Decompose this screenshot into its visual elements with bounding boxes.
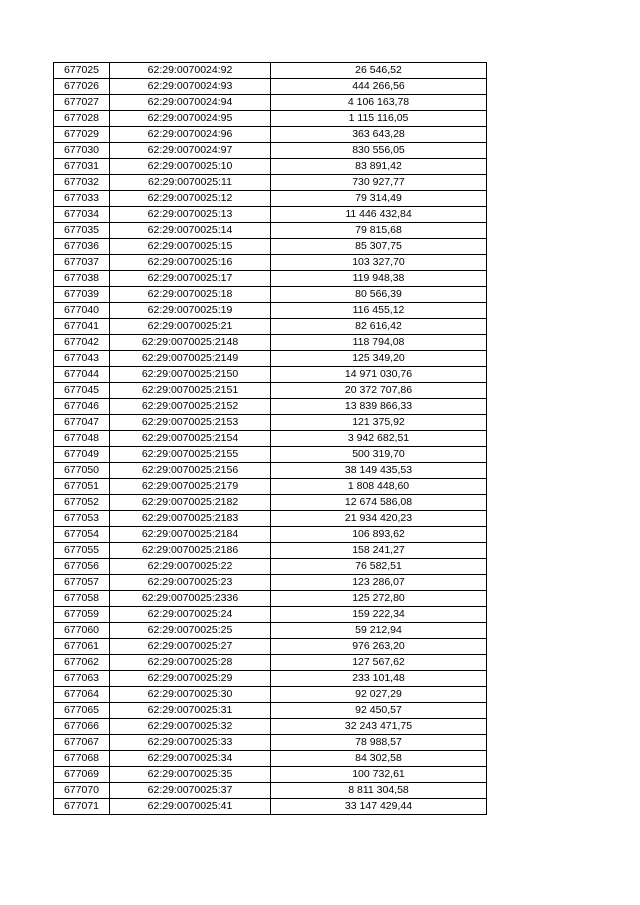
table-row: [54, 687, 487, 703]
cadastral-value-cell: 119 948,38: [271, 271, 487, 287]
cadastral-number-cell: 62:29:0070025:2184: [110, 527, 271, 543]
table-row: [54, 351, 487, 367]
row-id-cell: 677067: [54, 735, 110, 751]
table-row: [54, 799, 487, 815]
cadastral-value-cell: 76 582,51: [271, 559, 487, 575]
cadastral-value-cell: 444 266,56: [271, 79, 487, 95]
table-row: [54, 703, 487, 719]
cadastral-value-cell: 92 027,29: [271, 687, 487, 703]
table-row: [54, 63, 487, 79]
cadastral-number-cell: 62:29:0070025:33: [110, 735, 271, 751]
cadastral-number-cell: 62:29:0070025:2179: [110, 479, 271, 495]
cadastral-value-cell: 159 222,34: [271, 607, 487, 623]
row-id-cell: 677029: [54, 127, 110, 143]
cadastral-number-cell: 62:29:0070025:37: [110, 783, 271, 799]
cadastral-number-cell: 62:29:0070025:2182: [110, 495, 271, 511]
table-row: [54, 159, 487, 175]
cadastral-number-cell: 62:29:0070025:11: [110, 175, 271, 191]
cadastral-value-cell: 32 243 471,75: [271, 719, 487, 735]
cadastral-number-cell: 62:29:0070025:13: [110, 207, 271, 223]
row-id-cell: 677040: [54, 303, 110, 319]
cadastral-number-cell: 62:29:0070025:2149: [110, 351, 271, 367]
table-row: [54, 447, 487, 463]
cadastral-number-cell: 62:29:0070025:25: [110, 623, 271, 639]
row-id-cell: 677027: [54, 95, 110, 111]
table-row: [54, 607, 487, 623]
cadastral-value-cell: 121 375,92: [271, 415, 487, 431]
cadastral-value-cell: 830 556,05: [271, 143, 487, 159]
table-row: [54, 79, 487, 95]
table-row: [54, 191, 487, 207]
cadastral-number-cell: 62:29:0070024:97: [110, 143, 271, 159]
cadastral-number-cell: 62:29:0070025:18: [110, 287, 271, 303]
row-id-cell: 677045: [54, 383, 110, 399]
table-row: [54, 719, 487, 735]
cadastral-number-cell: 62:29:0070025:2336: [110, 591, 271, 607]
row-id-cell: 677049: [54, 447, 110, 463]
table-row: [54, 255, 487, 271]
table-row: [54, 767, 487, 783]
cadastral-value-cell: 82 616,42: [271, 319, 487, 335]
cadastral-value-cell: 127 567,62: [271, 655, 487, 671]
table-row: [54, 559, 487, 575]
row-id-cell: 677037: [54, 255, 110, 271]
cadastral-value-cell: 8 811 304,58: [271, 783, 487, 799]
table-row: [54, 655, 487, 671]
cadastral-value-cell: 79 314,49: [271, 191, 487, 207]
cadastral-value-cell: 730 927,77: [271, 175, 487, 191]
cadastral-number-cell: 62:29:0070025:24: [110, 607, 271, 623]
row-id-cell: 677068: [54, 751, 110, 767]
cadastral-value-cell: 233 101,48: [271, 671, 487, 687]
table-row: [54, 127, 487, 143]
cadastral-number-cell: 62:29:0070025:2155: [110, 447, 271, 463]
cadastral-value-cell: 11 446 432,84: [271, 207, 487, 223]
cadastral-value-cell: 363 643,28: [271, 127, 487, 143]
table-row: [54, 511, 487, 527]
cadastral-number-cell: 62:29:0070024:93: [110, 79, 271, 95]
cadastral-number-cell: 62:29:0070025:27: [110, 639, 271, 655]
table-row: [54, 287, 487, 303]
row-id-cell: 677030: [54, 143, 110, 159]
cadastral-value-cell: 13 839 866,33: [271, 399, 487, 415]
cadastral-value-cell: 59 212,94: [271, 623, 487, 639]
table-row: [54, 431, 487, 447]
cadastral-value-cell: 100 732,61: [271, 767, 487, 783]
cadastral-number-cell: 62:29:0070025:10: [110, 159, 271, 175]
cadastral-value-cell: 80 566,39: [271, 287, 487, 303]
row-id-cell: 677056: [54, 559, 110, 575]
row-id-cell: 677066: [54, 719, 110, 735]
cadastral-number-cell: 62:29:0070025:19: [110, 303, 271, 319]
row-id-cell: 677059: [54, 607, 110, 623]
row-id-cell: 677043: [54, 351, 110, 367]
row-id-cell: 677057: [54, 575, 110, 591]
row-id-cell: 677055: [54, 543, 110, 559]
table-row: [54, 239, 487, 255]
cadastral-value-cell: 103 327,70: [271, 255, 487, 271]
cadastral-number-cell: 62:29:0070024:92: [110, 63, 271, 79]
cadastral-value-table: [53, 62, 487, 815]
cadastral-number-cell: 62:29:0070025:2153: [110, 415, 271, 431]
row-id-cell: 677060: [54, 623, 110, 639]
cadastral-number-cell: 62:29:0070025:2151: [110, 383, 271, 399]
row-id-cell: 677032: [54, 175, 110, 191]
row-id-cell: 677064: [54, 687, 110, 703]
cadastral-number-cell: 62:29:0070025:41: [110, 799, 271, 815]
table-row: [54, 463, 487, 479]
row-id-cell: 677039: [54, 287, 110, 303]
row-id-cell: 677044: [54, 367, 110, 383]
row-id-cell: 677061: [54, 639, 110, 655]
cadastral-number-cell: 62:29:0070025:2150: [110, 367, 271, 383]
cadastral-value-cell: 85 307,75: [271, 239, 487, 255]
cadastral-value-cell: 26 546,52: [271, 63, 487, 79]
cadastral-number-cell: 62:29:0070025:12: [110, 191, 271, 207]
cadastral-number-cell: 62:29:0070025:2154: [110, 431, 271, 447]
row-id-cell: 677026: [54, 79, 110, 95]
table-row: [54, 783, 487, 799]
table-row: [54, 303, 487, 319]
cadastral-value-cell: 21 934 420,23: [271, 511, 487, 527]
table-row: [54, 319, 487, 335]
row-id-cell: 677058: [54, 591, 110, 607]
cadastral-number-cell: 62:29:0070025:2186: [110, 543, 271, 559]
table-row: [54, 335, 487, 351]
table-row: [54, 575, 487, 591]
cadastral-value-cell: 500 319,70: [271, 447, 487, 463]
cadastral-value-cell: 106 893,62: [271, 527, 487, 543]
table-row: [54, 111, 487, 127]
row-id-cell: 677062: [54, 655, 110, 671]
cadastral-number-cell: 62:29:0070025:14: [110, 223, 271, 239]
table-row: [54, 367, 487, 383]
cadastral-value-cell: 38 149 435,53: [271, 463, 487, 479]
cadastral-value-cell: 20 372 707,86: [271, 383, 487, 399]
row-id-cell: 677034: [54, 207, 110, 223]
table-row: [54, 143, 487, 159]
cadastral-number-cell: 62:29:0070025:2152: [110, 399, 271, 415]
table-row: [54, 527, 487, 543]
cadastral-number-cell: 62:29:0070025:35: [110, 767, 271, 783]
cadastral-number-cell: 62:29:0070025:28: [110, 655, 271, 671]
table-body: [54, 63, 487, 815]
cadastral-value-cell: 92 450,57: [271, 703, 487, 719]
table-row: [54, 415, 487, 431]
row-id-cell: 677025: [54, 63, 110, 79]
cadastral-number-cell: 62:29:0070024:94: [110, 95, 271, 111]
row-id-cell: 677035: [54, 223, 110, 239]
row-id-cell: 677063: [54, 671, 110, 687]
table-row: [54, 271, 487, 287]
row-id-cell: 677028: [54, 111, 110, 127]
cadastral-value-cell: 83 891,42: [271, 159, 487, 175]
row-id-cell: 677033: [54, 191, 110, 207]
cadastral-value-cell: 78 988,57: [271, 735, 487, 751]
row-id-cell: 677071: [54, 799, 110, 815]
cadastral-value-cell: 158 241,27: [271, 543, 487, 559]
cadastral-number-cell: 62:29:0070025:23: [110, 575, 271, 591]
cadastral-value-cell: 123 286,07: [271, 575, 487, 591]
cadastral-value-cell: 14 971 030,76: [271, 367, 487, 383]
row-id-cell: 677047: [54, 415, 110, 431]
row-id-cell: 677042: [54, 335, 110, 351]
cadastral-value-cell: 125 349,20: [271, 351, 487, 367]
cadastral-value-cell: 3 942 682,51: [271, 431, 487, 447]
table-row: [54, 735, 487, 751]
row-id-cell: 677065: [54, 703, 110, 719]
cadastral-number-cell: 62:29:0070025:32: [110, 719, 271, 735]
table-row: [54, 383, 487, 399]
cadastral-number-cell: 62:29:0070025:16: [110, 255, 271, 271]
cadastral-number-cell: 62:29:0070024:96: [110, 127, 271, 143]
cadastral-value-cell: 118 794,08: [271, 335, 487, 351]
row-id-cell: 677050: [54, 463, 110, 479]
table-row: [54, 591, 487, 607]
table-row: [54, 623, 487, 639]
cadastral-number-cell: 62:29:0070025:31: [110, 703, 271, 719]
row-id-cell: 677031: [54, 159, 110, 175]
row-id-cell: 677038: [54, 271, 110, 287]
table-row: [54, 543, 487, 559]
row-id-cell: 677041: [54, 319, 110, 335]
row-id-cell: 677054: [54, 527, 110, 543]
row-id-cell: 677046: [54, 399, 110, 415]
cadastral-number-cell: 62:29:0070025:22: [110, 559, 271, 575]
table-row: [54, 223, 487, 239]
cadastral-number-cell: 62:29:0070025:29: [110, 671, 271, 687]
cadastral-value-cell: 125 272,80: [271, 591, 487, 607]
cadastral-number-cell: 62:29:0070024:95: [110, 111, 271, 127]
row-id-cell: 677051: [54, 479, 110, 495]
cadastral-number-cell: 62:29:0070025:30: [110, 687, 271, 703]
row-id-cell: 677070: [54, 783, 110, 799]
cadastral-number-cell: 62:29:0070025:2156: [110, 463, 271, 479]
table-row: [54, 639, 487, 655]
cadastral-number-cell: 62:29:0070025:2183: [110, 511, 271, 527]
row-id-cell: 677048: [54, 431, 110, 447]
cadastral-value-cell: 33 147 429,44: [271, 799, 487, 815]
cadastral-value-cell: 12 674 586,08: [271, 495, 487, 511]
table-row: [54, 671, 487, 687]
row-id-cell: 677069: [54, 767, 110, 783]
cadastral-number-cell: 62:29:0070025:34: [110, 751, 271, 767]
cadastral-value-cell: 1 808 448,60: [271, 479, 487, 495]
cadastral-value-cell: 4 106 163,78: [271, 95, 487, 111]
table-row: [54, 399, 487, 415]
row-id-cell: 677053: [54, 511, 110, 527]
cadastral-value-cell: 84 302,58: [271, 751, 487, 767]
table-row: [54, 495, 487, 511]
table-row: [54, 175, 487, 191]
table-row: [54, 751, 487, 767]
cadastral-number-cell: 62:29:0070025:21: [110, 319, 271, 335]
cadastral-value-cell: 116 455,12: [271, 303, 487, 319]
cadastral-value-cell: 1 115 116,05: [271, 111, 487, 127]
cadastral-number-cell: 62:29:0070025:17: [110, 271, 271, 287]
cadastral-value-cell: 79 815,68: [271, 223, 487, 239]
table-row: [54, 95, 487, 111]
row-id-cell: 677036: [54, 239, 110, 255]
cadastral-number-cell: 62:29:0070025:2148: [110, 335, 271, 351]
cadastral-value-cell: 976 263,20: [271, 639, 487, 655]
row-id-cell: 677052: [54, 495, 110, 511]
cadastral-number-cell: 62:29:0070025:15: [110, 239, 271, 255]
table-row: [54, 479, 487, 495]
table-row: [54, 207, 487, 223]
